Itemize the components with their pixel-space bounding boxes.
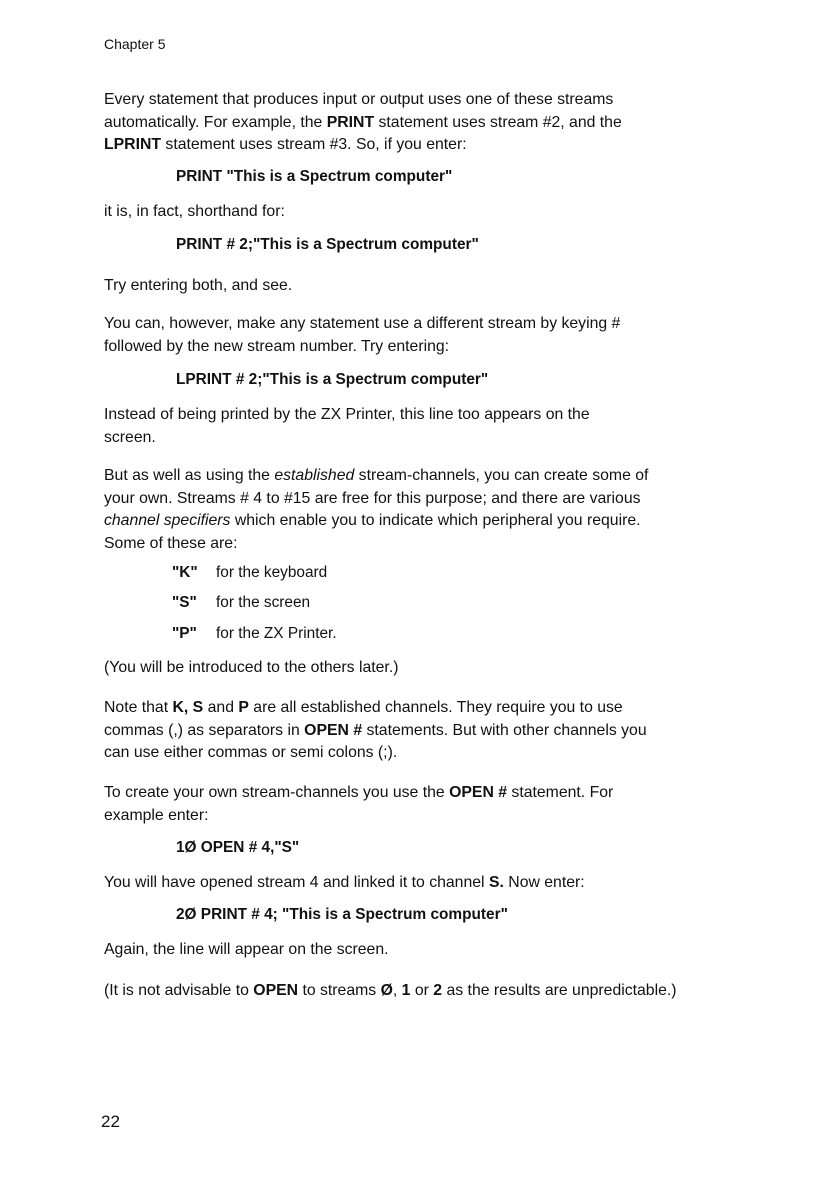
keyword: OPEN [253,982,299,999]
emphasis: established [274,467,355,484]
text-line: example enter: [104,806,209,824]
text-line: You can, however, make any statement use a different stream by keying # [104,315,621,332]
text-line: screen. [104,428,156,446]
keyword: P [238,699,249,716]
keyword: K, S [172,699,204,716]
paragraph-streams-intro [104,89,622,157]
paragraph-different-stream [104,313,620,358]
paragraph-again: Again, the line will appear on the screen. [104,941,389,958]
paragraph-try-both: Try entering both, and see. [104,277,293,294]
paragraph-open-statement [104,782,613,827]
paragraph-established-channels [104,697,647,765]
keyword: 2 [433,982,443,999]
keyword: LPRINT [104,136,162,153]
specifier-desc: for the ZX Printer. [216,625,337,642]
text-line: automatically. For example, the PRINT statement uses stream #2, and the [104,113,622,131]
emphasis: channel specifiers [104,512,231,529]
specifier-code: "P" [172,625,197,642]
text-line: followed by the new stream number. Try entering: [104,337,450,355]
paragraph-opened-stream: You will have opened stream 4 and linked it to channel S. Now enter: [104,874,585,891]
specifier-keyboard [172,564,327,582]
keyword: S. [488,874,504,891]
specifier-printer [172,625,337,643]
paragraph-shorthand: it is, in fact, shorthand for: [104,203,285,220]
paragraph-channel-specifiers [104,465,648,555]
text-line: But as well as using the established stream-channels, you can create some of [104,467,649,484]
code-example-2: PRINT # 2;"This is a Spectrum computer" [176,236,479,253]
paragraph-not-advisable: (It is not advisable to OPEN to streams Ø, 1 or 2 as the results are unpredictable.) [104,982,677,999]
chapter-header: Chapter 5 [104,36,166,52]
keyword: Ø [380,982,393,999]
text-line: Some of these are: [104,534,238,552]
specifier-code: "S" [172,594,197,611]
specifier-desc: for the keyboard [216,564,328,581]
page-number: 22 [101,1112,120,1131]
text-line: Every statement that produces input or output uses one of these streams [104,91,614,108]
specifier-desc: for the screen [216,594,311,611]
text-line: To create your own stream-channels you use the OPEN # statement. For [104,784,614,801]
specifier-screen [172,594,310,612]
keyword: PRINT [326,113,375,131]
text-line: LPRINT statement uses stream #3. So, if you enter: [104,136,467,153]
text-line: can use either commas or semi colons (;). [104,744,398,761]
text-line: your own. Streams # 4 to #15 are free for this purpose; and there are various [104,489,641,507]
code-example-3: LPRINT # 2;"This is a Spectrum computer" [176,371,489,388]
text-line: Note that K, S and P are all established channels. They require you to use [104,699,623,716]
code-example-1: PRINT "This is a Spectrum computer" [176,168,453,185]
text-line: channel specifiers which enable you to indicate which peripheral you require. [104,512,641,529]
text-line: commas (,) as separators in OPEN # statements. But with other channels you [104,721,647,739]
text-line: Instead of being printed by the ZX Printer, this line too appears on the [104,406,590,423]
keyword: 1 [401,982,411,999]
code-example-4: 1Ø OPEN # 4,"S" [176,839,300,856]
keyword: OPEN # [304,721,363,739]
keyword: OPEN # [449,784,508,801]
code-example-5: 2Ø PRINT # 4; "This is a Spectrum computer" [176,906,508,923]
paragraph-zx-printer [104,404,590,449]
specifier-code: "K" [172,564,198,581]
paragraph-others-later: (You will be introduced to the others later.) [104,659,399,676]
